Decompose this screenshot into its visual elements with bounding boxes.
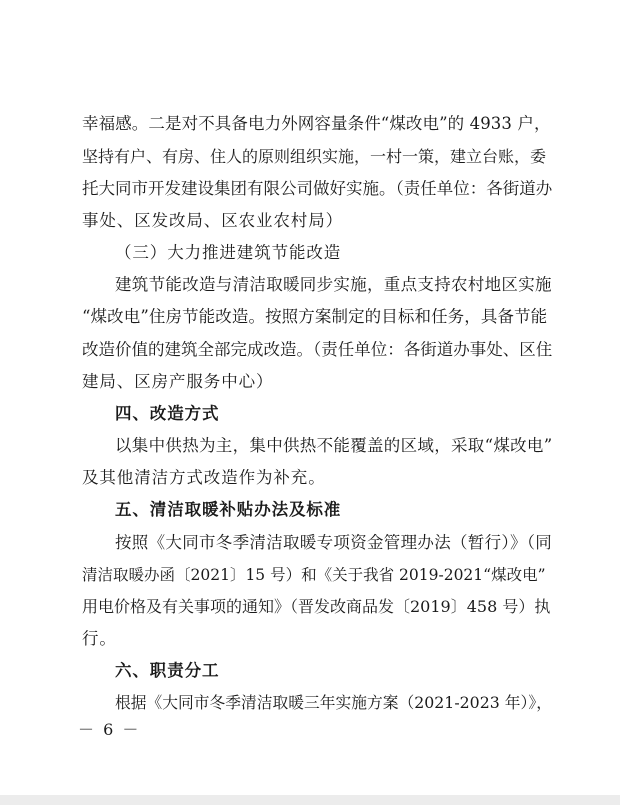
body-line: 托大同市开发建设集团有限公司做好实施。（责任单位：各街道办 (82, 179, 553, 198)
page-bottom-edge (0, 795, 620, 805)
body-line: 幸福感。二是对不具备电力外网容量条件“煤改电”的 4933 户， (82, 114, 551, 133)
body-line: 以集中供热为主，集中供热不能覆盖的区域，采取“煤改电” (115, 436, 553, 455)
body-line: 建局、区房产服务中心） (82, 372, 274, 391)
body-line: 坚持有户、有房、住人的原则组织实施，一村一策，建立台账，委 (82, 147, 547, 166)
body-line: 事处、区发改局、区农业农村局） (82, 211, 343, 230)
body-line: 清洁取暖办函〔2021〕15 号）和《关于我省 2019-2021“煤改电” (82, 566, 546, 584)
body-line: 改造价值的建筑全部完成改造。（责任单位：各街道办事处、区住 (82, 340, 553, 359)
body-line: 用电价格及有关事项的通知》（晋发改商品发〔2019〕458 号）执 (82, 597, 551, 616)
body-line: 行。 (82, 629, 117, 648)
section-heading: 六、职责分工 (115, 661, 220, 680)
subsection-heading: （三）大力推进建筑节能改造 (115, 243, 342, 262)
body-line: 建筑节能改造与清洁取暖同步实施，重点支持农村地区实施 (115, 275, 552, 294)
section-heading: 四、改造方式 (115, 404, 220, 423)
body-line: 根据《大同市冬季清洁取暖三年实施方案（2021-2023 年）》， (115, 693, 552, 712)
page-number: － 6 － (78, 720, 141, 739)
body-line: 按照《大同市冬季清洁取暖专项资金管理办法（暂行）》（同 (115, 533, 553, 552)
body-line: “煤改电”住房节能改造。按照方案制定的目标和任务，具备节能 (82, 307, 548, 326)
body-line: 及其他清洁方式改造作为补充。 (82, 468, 326, 487)
section-heading: 五、清洁取暖补贴办法及标准 (115, 500, 342, 519)
